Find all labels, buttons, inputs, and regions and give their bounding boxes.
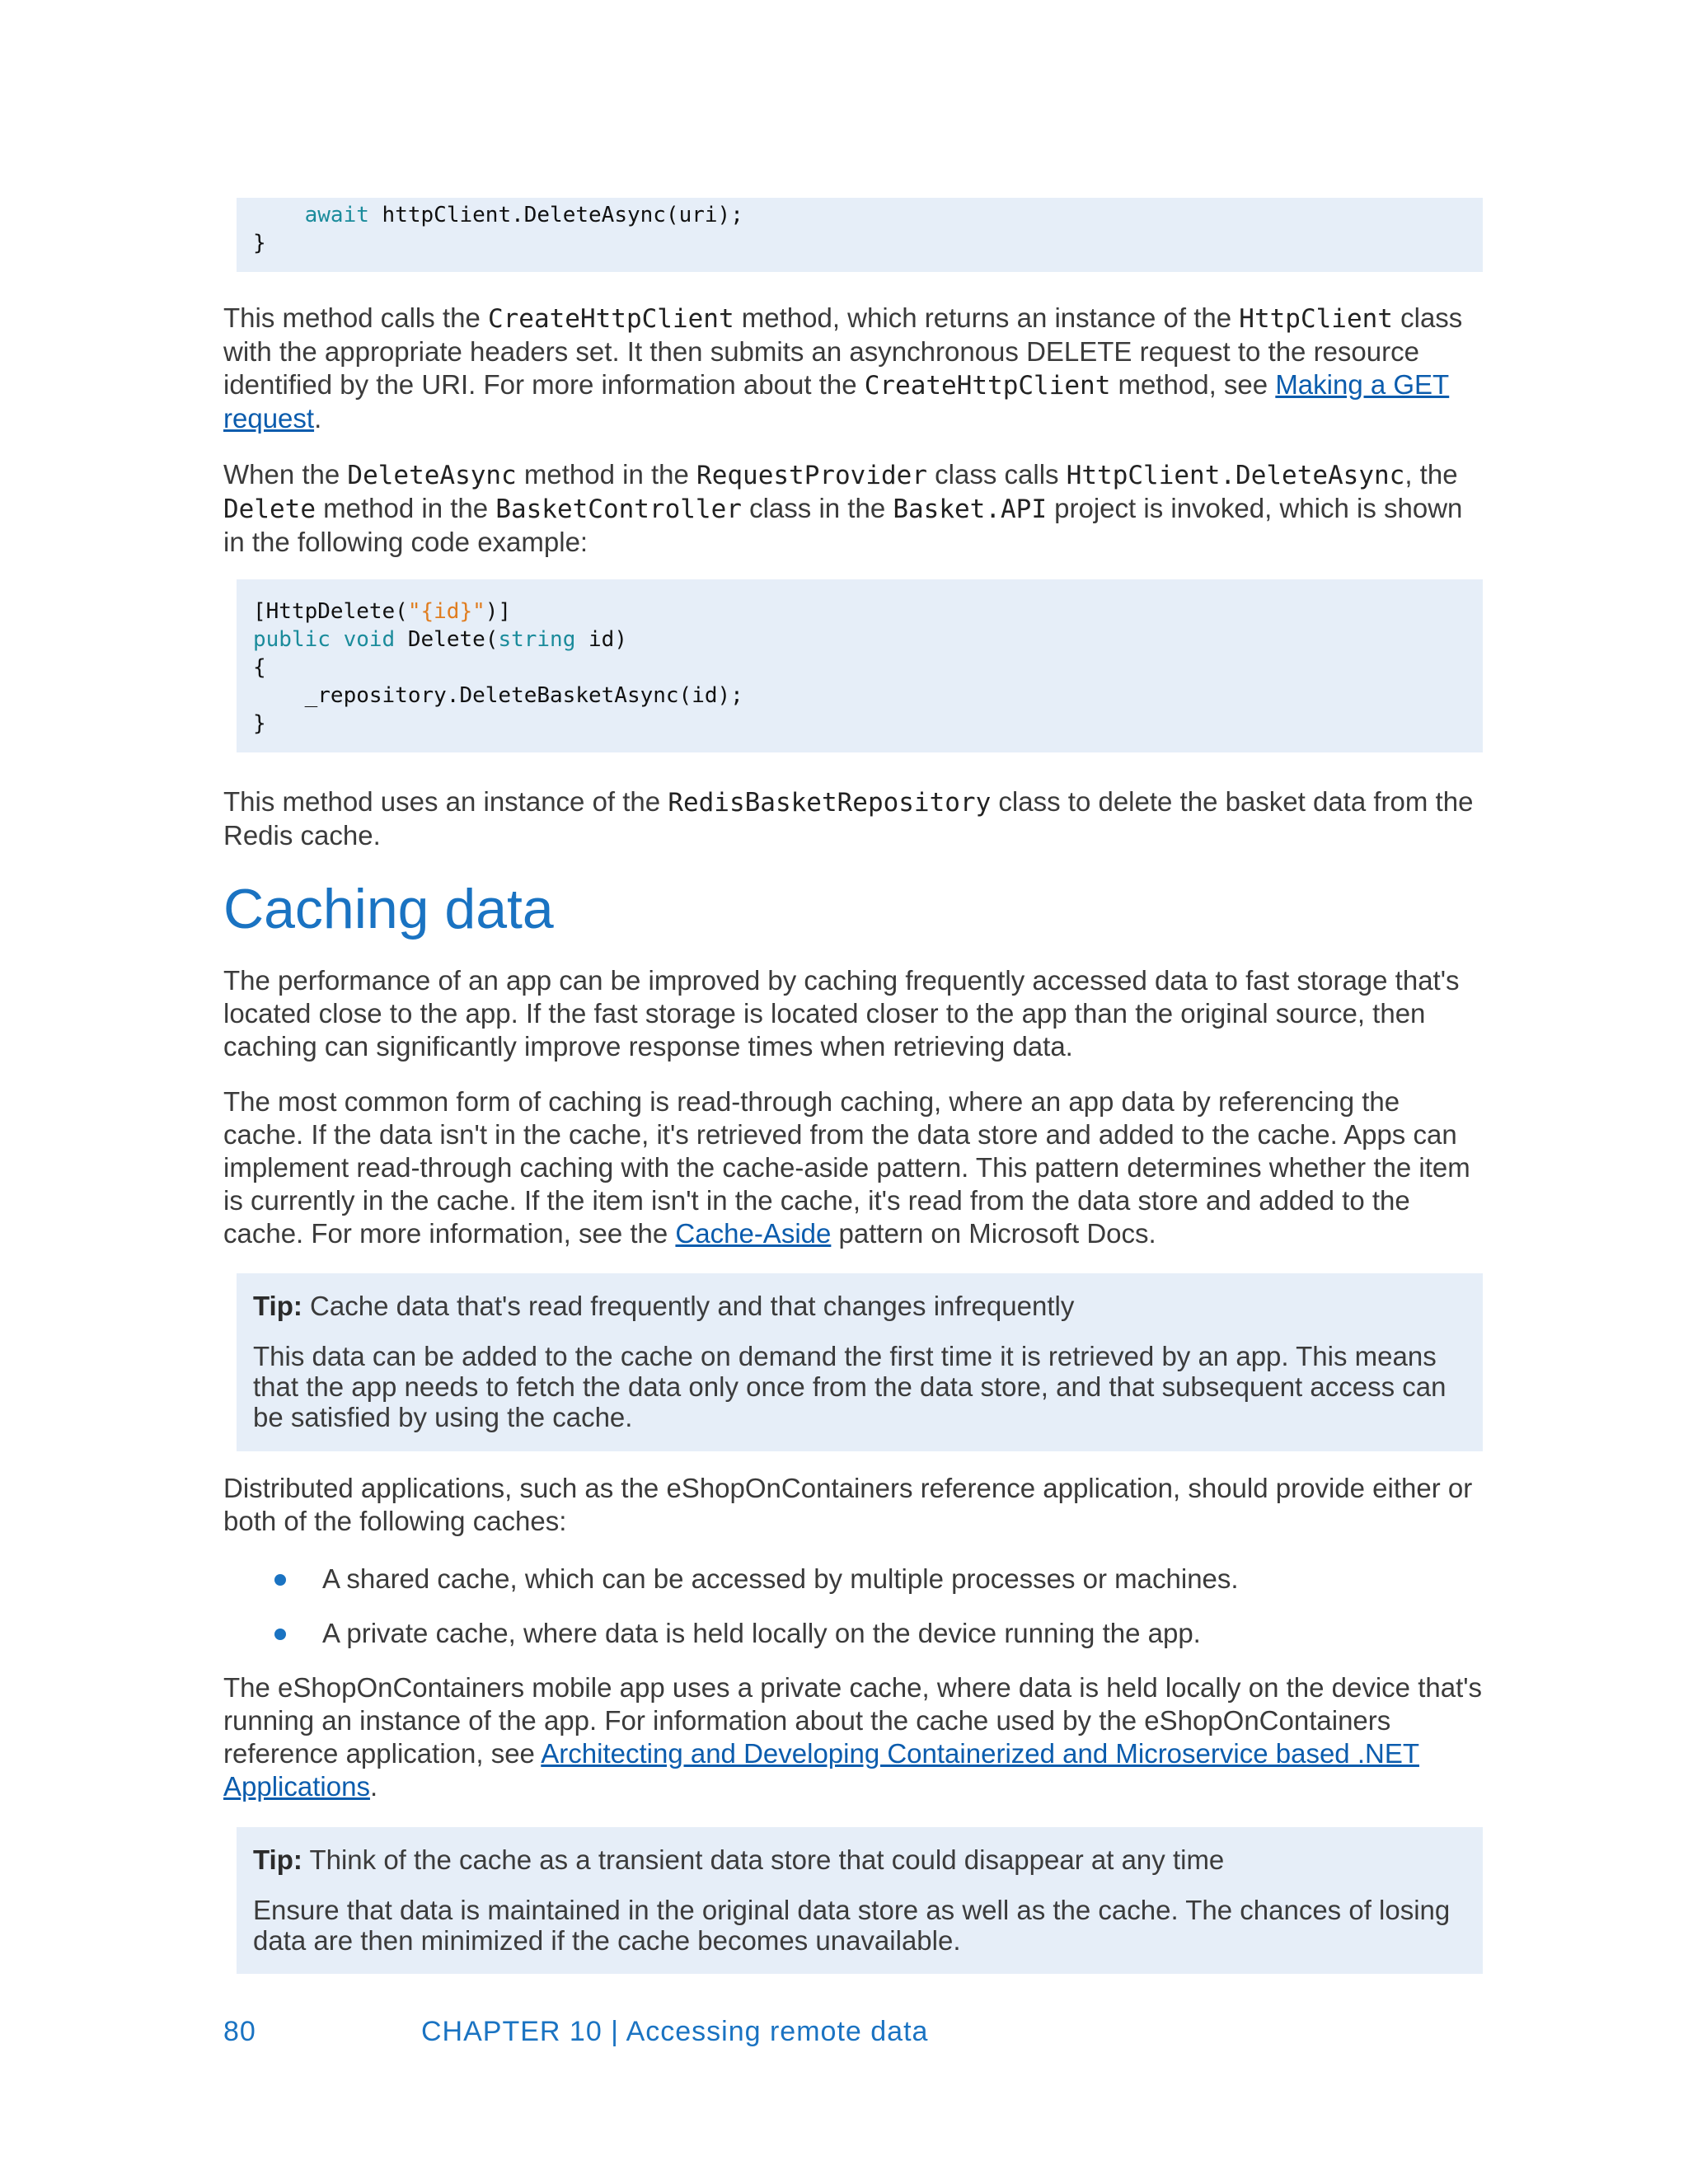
code-line: }: [253, 231, 266, 255]
paragraph-read-through: [223, 1085, 1484, 1250]
architecting-microservices-link[interactable]: Architecting and Developing Containerized and Microservice based .NET Applications: [223, 1738, 1419, 1802]
tip-body: Ensure that data is maintained in the original data store as well as the cache. The chances of losing data are then minimized if the cache becomes unavailable.: [253, 1895, 1451, 1956]
inline-code: CreateHttpClient: [487, 304, 734, 334]
paragraph-delete-async: [223, 458, 1484, 559]
tip-body: This data can be added to the cache on demand the first time it is retrieved by an app. This means that the app needs to fetch the data only once from the data store, and that subsequent access can be satisfied by using the cache.: [253, 1341, 1447, 1432]
code-line: [253, 598, 1466, 626]
code-keyword: await: [304, 203, 369, 227]
list-item-text: A private cache, where data is held locally on the device running the app.: [322, 1618, 1201, 1648]
inline-code: Delete: [223, 494, 316, 524]
tip-title-text: Think of the cache as a transient data store that could disappear at any time: [302, 1844, 1225, 1875]
cache-aside-link[interactable]: Cache-Aside: [675, 1218, 832, 1249]
making-get-request-link[interactable]: Making a GET request: [223, 369, 1450, 434]
paragraph-performance: The performance of an app can be improved by caching frequently accessed data to fast storage that's located close to the app. If the fast storage is located closer to the app than the original source, then caching can significantly improve response times when retrieving data.: [223, 965, 1460, 1062]
chapter-title: CHAPTER 10 | Accessing remote data: [421, 2016, 929, 2047]
inline-code: RedisBasketRepository: [668, 788, 992, 818]
tip-title: [253, 1844, 1466, 1877]
bullet-icon: [274, 1629, 286, 1640]
text: pattern on Microsoft Docs.: [831, 1218, 1156, 1249]
code-line: _repository.DeleteBasketAsync(id);: [253, 683, 743, 708]
inline-code: RequestProvider: [696, 461, 928, 490]
inline-code: HttpClient.DeleteAsync: [1066, 461, 1405, 490]
text: class calls: [927, 459, 1067, 490]
text: method in the: [315, 493, 496, 523]
list-item: [223, 1617, 1484, 1650]
code-text: )]: [485, 599, 512, 624]
code-string: "{id}": [407, 599, 485, 624]
text: method, see: [1110, 369, 1276, 400]
text: project is invoked, which is shown in the following code example:: [223, 493, 1463, 557]
text: class with the appropriate headers set. It then submits an asynchronous DELETE request to the resource identified by the URI. For more information about the: [223, 302, 1463, 400]
code-text: id): [575, 627, 627, 652]
text: method in the: [516, 459, 697, 490]
inline-code: Basket.API: [893, 494, 1047, 524]
code-line: {: [253, 655, 266, 680]
code-line: [253, 201, 1466, 229]
text: class to delete the basket data from the Redis cache.: [223, 786, 1474, 851]
paragraph-private-cache: [223, 1671, 1484, 1803]
list-item-text: A shared cache, which can be accessed by multiple processes or machines.: [322, 1563, 1239, 1594]
tip-label: Tip:: [253, 1844, 302, 1875]
code-keyword: string: [498, 627, 576, 652]
text: class in the: [741, 493, 893, 523]
tip-box-transient-store: [237, 1827, 1483, 1974]
inline-code: HttpClient: [1239, 304, 1393, 334]
text: The most common form of caching is read-through caching, where an app data by referencing the cache. If the data isn't in the cache, it's retrieved from the data store and added to the cache. Apps can implement read-through caching with the cache-aside pattern. This pattern determines whether the item is currently in the cache. If the item isn't in the cache, it's read from the data store and added to the cache. For more information, see the: [223, 1086, 1470, 1249]
text: This method uses an instance of the: [223, 786, 668, 817]
inline-code: CreateHttpClient: [864, 371, 1111, 401]
tip-title-text: Cache data that's read frequently and that changes infrequently: [302, 1291, 1075, 1321]
paragraph-create-http-client: [223, 302, 1484, 435]
cache-types-list: [223, 1563, 1484, 1650]
text: .: [369, 1771, 378, 1802]
code-keyword: public: [253, 627, 331, 652]
text: .: [314, 403, 322, 434]
list-item: [223, 1563, 1484, 1596]
paragraph-distributed: Distributed applications, such as the eShopOnContainers reference application, should provide either or both of the following caches:: [223, 1473, 1473, 1536]
code-text: [HttpDelete(: [253, 599, 408, 624]
bullet-icon: [274, 1574, 286, 1586]
code-block-delete-async: [237, 198, 1483, 272]
code-block-http-delete: [237, 579, 1483, 752]
tip-label: Tip:: [253, 1291, 302, 1321]
code-line: }: [253, 711, 266, 736]
inline-code: BasketController: [495, 494, 742, 524]
section-heading: Caching data: [223, 878, 554, 940]
text: This method calls the: [223, 302, 488, 333]
tip-title: [253, 1290, 1466, 1323]
paragraph-redis-repository: [223, 785, 1484, 852]
text: When the: [223, 459, 348, 490]
page-number: 80: [223, 2016, 256, 2047]
code-text: Delete(: [395, 627, 499, 652]
text: , the: [1404, 459, 1458, 490]
inline-code: DeleteAsync: [347, 461, 517, 490]
text: The eShopOnContainers mobile app uses a private cache, where data is held locally on the device that's running an instance of the app. For information about the cache used by the eShopOnContainers reference application, see: [223, 1672, 1483, 1769]
text: method, which returns an instance of the: [734, 302, 1240, 333]
code-text: httpClient.DeleteAsync(uri);: [368, 203, 743, 227]
tip-box-cache-frequently: [237, 1273, 1483, 1451]
code-line: [253, 626, 1466, 654]
code-keyword: void: [343, 627, 396, 652]
